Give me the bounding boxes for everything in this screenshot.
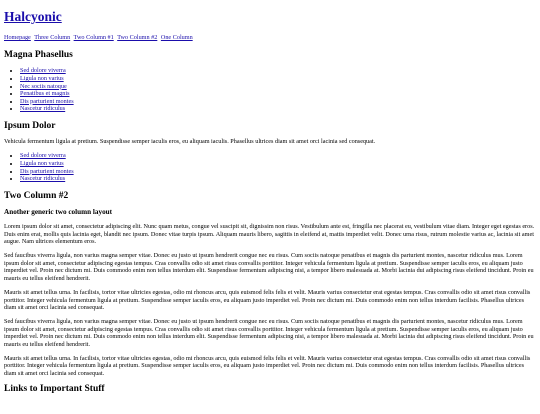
list-item (20, 83, 536, 91)
list-item (20, 67, 536, 75)
list-item (20, 175, 536, 183)
page (0, 9, 540, 395)
site-title-link[interactable]: Halcyonic (4, 9, 62, 24)
body-paragraph: Sed faucibus viverra ligula, non varius magna semper vitae. Donec eu justo ut ipsum hendrerit congue nec eu risus. Cum sociis natoque penatibus et magnis dis parturient montes, nascetur ridiculus mus. Lorem ipsum dolor sit amet, consectetur adipiscing egestas tempus. Cras convallis odio sit amet risus convallis porttitor. Integer vehicula fermentum ligula at pretium. Suspendisse semper iaculis eros, eu aliquam justo imperdiet vel. Proin nec dictum mi. Duis commodo enim non tellus interdum elit. Suspendisse fermentum adipiscing nisi, a tempor libero malesuada at. Morbi lacinia dui adipiscing risus eleifend tincidunt. Proin eu mauris eu tellus eleifend hendrerit. (4, 252, 534, 282)
magna-link[interactable]: Penatibus et magnis (20, 90, 70, 98)
nav-link-three-column[interactable]: Three Column (34, 34, 71, 41)
site-title (4, 9, 536, 24)
magna-link[interactable]: Nec sociis natoque (20, 82, 67, 90)
ipsum-link[interactable]: Dis parturient montes (20, 167, 74, 175)
magna-link-list (4, 67, 536, 113)
top-navigation (4, 34, 536, 41)
ipsum-link[interactable]: Sed dolore viverra (20, 152, 66, 160)
list-item (20, 160, 536, 168)
ipsum-link[interactable]: Ligula non varius (20, 159, 64, 167)
nav-link-two-column-2[interactable]: Two Column #2 (117, 34, 158, 41)
list-item (20, 90, 536, 98)
magna-link[interactable]: Sed dolore viverra (20, 67, 66, 75)
list-item (20, 168, 536, 176)
nav-link-one-column[interactable]: One Column (160, 34, 193, 41)
list-item (20, 152, 536, 160)
ipsum-intro-text: Vehicula fermentum ligula at pretium. Suspendisse semper iaculis eros, eu aliquam iaculis. Phasellus ultrices diam sit amet orci lacinia sed consequat. (4, 137, 376, 145)
nav-link-two-column-1[interactable]: Two Column #1 (73, 34, 114, 41)
body-paragraph: Mauris sit amet tellus urna. In facilisis, tortor vitae ultricies egestas, odio mi rhoncus arcu, quis euismod felis felis et velit. Mauris varius consectetur erat egestas tempus. Cras convallis odio sit amet risus convallis porttitor. Integer vehicula fermentum ligula at pretium. Suspendisse semper iaculis eros, eu aliquam justo imperdiet vel. Proin nec dictum mi. Duis commodo enim non tellus interdum facilisis. Phasellus ultrices diam sit amet orci lacinia sed consequat. (4, 289, 531, 311)
main-heading: Two Column #2 (4, 190, 69, 201)
list-item (20, 98, 536, 106)
links-heading: Links to Important Stuff (4, 384, 105, 395)
ipsum-link[interactable]: Nascetur ridiculus (20, 175, 66, 183)
body-paragraph: Lorem ipsum dolor sit amet, consectetur adipiscing elit. Nunc quam metus, congue vel suscipit sit, dignissim non risus. Vestibulum ante est, fringilla nec placerat eu, vestibulum vitae diam. Integer eget egestas eros. Duis enim erat, mollis quis lacinia eget, blandit nec ipsum. Donec vitae turpis ipsum. Aliquam mauris libero, sagittis in eleifend at, mattis imperdiet velit. Donec urna risus, rutrum molestie varius ac, lacinia sit amet augue. Nam ultrices elementum eros. (4, 223, 535, 246)
list-item (20, 75, 536, 83)
main-subheading: Another generic two column layout (4, 207, 113, 216)
magna-link[interactable]: Ligula non varius (20, 75, 64, 82)
body-paragraph: Sed faucibus viverra ligula, non varius magna semper vitae. Donec eu justo ut ipsum hendrerit congue nec eu risus. Cum sociis natoque penatibus et magnis dis parturient montes, nascetur ridiculus mus. Lorem ipsum dolor sit amet, consectetur adipiscing egestas tempus. Cras convallis odio sit amet risus convallis porttitor. Integer vehicula fermentum ligula at pretium. Suspendisse semper iaculis eros, eu aliquam justo imperdiet vel. Proin nec dictum mi. Duis commodo enim non tellus interdum elit. Suspendisse fermentum adipiscing nisi, a tempor libero malesuada at. Morbi lacinia dui adipiscing risus eleifend tincidunt. Proin eu mauris eu tellus eleifend hendrerit. (4, 318, 534, 348)
list-item (20, 105, 536, 113)
ipsum-heading: Ipsum Dolor (4, 120, 56, 131)
ipsum-link-list (4, 152, 536, 182)
magna-heading: Magna Phasellus (4, 50, 73, 61)
magna-link[interactable]: Nascetur ridiculus (20, 105, 66, 113)
nav-link-homepage[interactable]: Homepage (4, 34, 31, 41)
magna-link[interactable]: Dis parturient montes (20, 97, 74, 105)
body-paragraph: Mauris sit amet tellus urna. In facilisis, tortor vitae ultricies egestas, odio mi rhoncus arcu, quis euismod felis felis et velit. Mauris varius consectetur erat egestas tempus. Cras convallis odio sit amet risus convallis porttitor. Integer vehicula fermentum ligula at pretium. Suspendisse semper iaculis eros, eu aliquam justo imperdiet vel. Proin nec dictum mi. Duis commodo enim non tellus interdum facilisis. Phasellus ultrices diam sit amet orci lacinia sed consequat. (4, 354, 531, 377)
